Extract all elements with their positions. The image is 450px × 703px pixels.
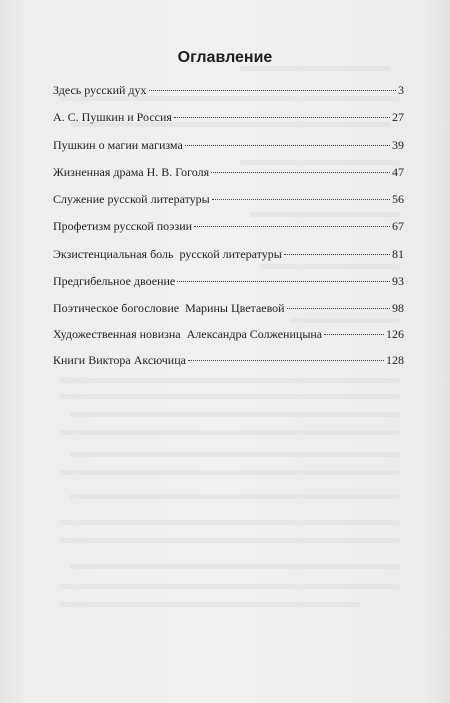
toc-entry-title: Экзистенциальная боль русской литературы — [53, 247, 282, 261]
toc-entry-page: 98 — [392, 301, 404, 315]
page-title: Оглавление — [177, 49, 273, 66]
toc-entry-title: Здесь русский дух — [53, 83, 147, 97]
toc-entry — [53, 191, 404, 207]
toc-entry-page: 93 — [392, 274, 404, 288]
toc-entry-title: Пушкин о магии магизма — [53, 138, 183, 152]
toc-entry-page: 67 — [392, 219, 404, 233]
toc-entry-page: 81 — [392, 247, 404, 261]
toc-entry — [53, 164, 404, 180]
dot-leader — [188, 360, 384, 361]
toc-entry — [53, 300, 404, 316]
dot-leader — [211, 172, 390, 173]
dot-leader — [149, 90, 396, 91]
toc-entry-title: Предгибельное двоение — [53, 274, 176, 288]
dot-leader — [194, 226, 390, 227]
toc-entry — [53, 352, 404, 368]
toc-entry-page: 39 — [392, 138, 404, 152]
toc-entry — [53, 273, 404, 289]
toc-entry-page: 128 — [386, 353, 404, 367]
toc-entry-title: Художественная новизна Александра Солженицына — [53, 327, 323, 341]
toc-entry-title: Жизненная драма Н. В. Гоголя — [53, 165, 210, 179]
toc-entry-title: Книги Виктора Аксючица — [53, 353, 186, 367]
dot-leader — [177, 281, 390, 282]
dot-leader — [185, 145, 390, 146]
dot-leader — [324, 334, 384, 335]
toc-entry-page: 47 — [392, 165, 404, 179]
toc-entry — [53, 82, 404, 98]
toc-entry-page: 56 — [392, 192, 404, 206]
toc-entry — [53, 326, 404, 342]
toc-entry — [53, 109, 404, 125]
toc-entry-title: Поэтическое богословие Марины Цветаевой — [53, 301, 285, 315]
toc-entry — [53, 137, 404, 153]
toc-entry — [53, 246, 404, 262]
dot-leader — [212, 199, 390, 200]
dot-leader — [287, 308, 390, 309]
toc-entry — [53, 218, 404, 234]
toc-entry-page: 126 — [386, 327, 404, 341]
dot-leader — [284, 254, 390, 255]
toc-entry-page: 27 — [392, 110, 404, 124]
toc-entry-title: Служение русской литературы — [53, 192, 210, 206]
dot-leader — [174, 117, 390, 118]
toc-entry-page: 3 — [398, 83, 404, 97]
toc-entry-title: А. С. Пушкин и Россия — [53, 110, 172, 124]
toc-entry-title: Профетизм русской поэзии — [53, 219, 193, 233]
